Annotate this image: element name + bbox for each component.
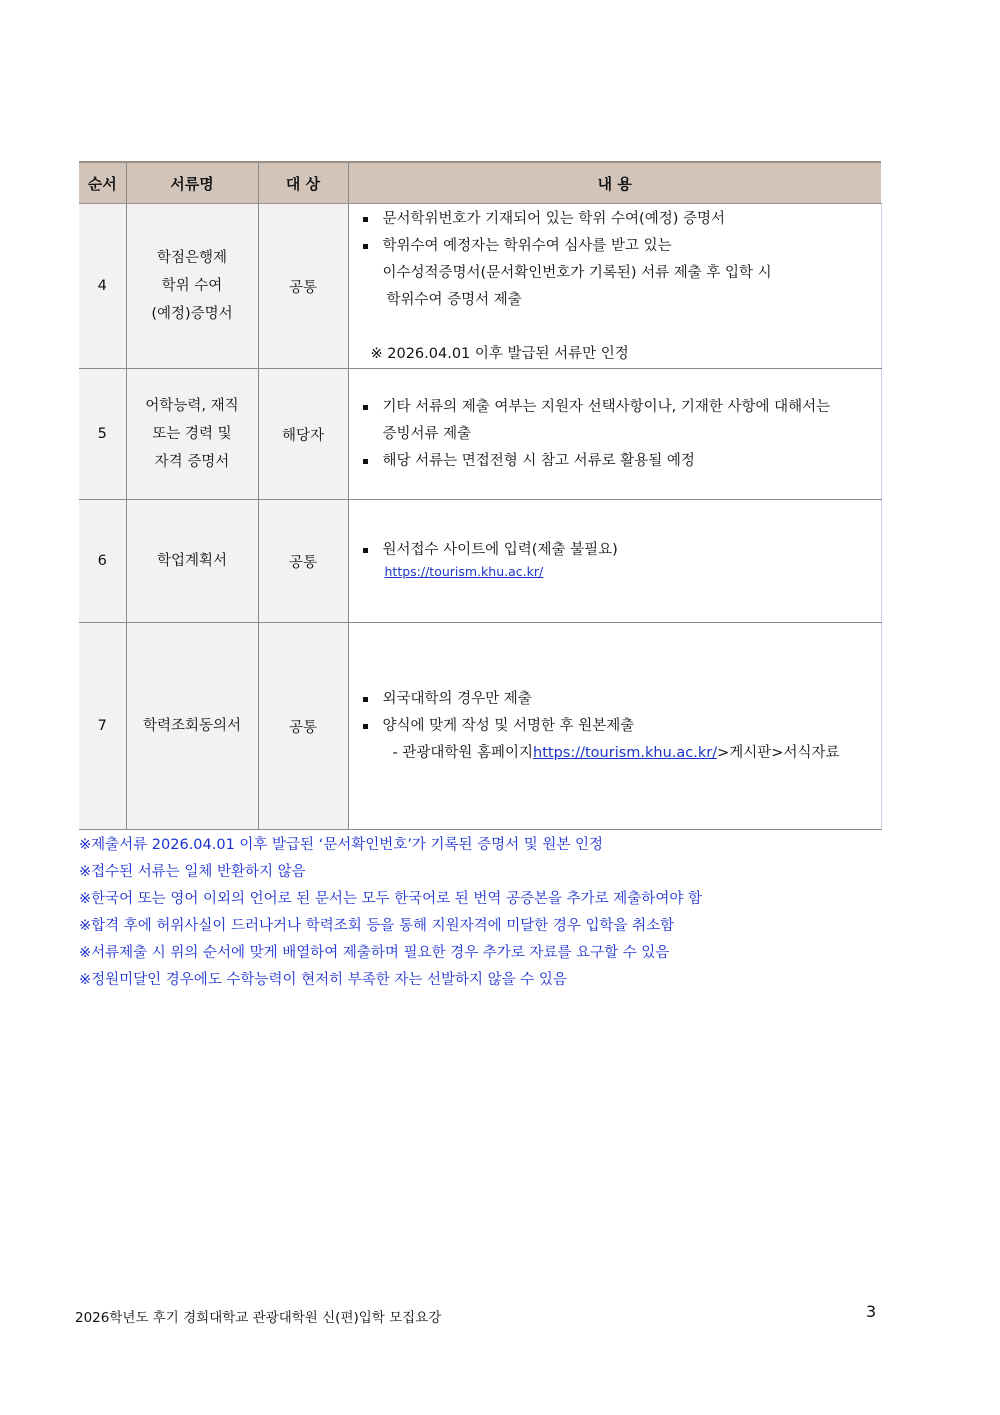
bullet-continuation: 이수성적증명서(문서확인번호가 기록된) 서류 제출 후 입학 시	[382, 265, 772, 281]
issue-date-note: ※ 2026.04.01 이후 발급된 서류만 인정	[370, 346, 629, 362]
bullet-item	[359, 448, 881, 475]
note-line: ※정원미달인 경우에도 수학능력이 현저히 부족한 자는 선발하지 않을 수 있음	[79, 972, 567, 988]
doc-name-line: 학위 수여	[161, 278, 223, 294]
bullet-item	[359, 394, 881, 421]
bullet-text: 해당 서류는 면접전형 시 참고 서류로 활용될 예정	[382, 452, 695, 469]
header-target: 대 상	[258, 162, 348, 204]
bullet-icon	[363, 217, 368, 222]
bullet-continuation: 증빙서류 제출	[382, 425, 472, 442]
note-line: ※접수된 서류는 일체 반환하지 않음	[79, 864, 306, 880]
bullet-text: 양식에 맞게 작성 및 서명한 후 원본제출	[382, 717, 635, 734]
row-target: 공통	[258, 500, 348, 623]
bullet-text: 원서접수 사이트에 입력(제출 불필요)	[382, 542, 618, 558]
documents-table	[79, 161, 882, 830]
bullet-icon	[363, 244, 368, 249]
bullet-icon	[363, 697, 368, 702]
bullet-icon	[363, 724, 368, 729]
table-row	[79, 369, 881, 500]
homepage-link[interactable]: https://tourism.khu.ac.kr/	[533, 744, 718, 761]
doc-name-line: (예정)증명서	[151, 306, 233, 322]
header-content: 내 용	[348, 162, 881, 204]
bullet-text: 학위수여 예정자는 학위수여 심사를 받고 있는	[382, 238, 672, 254]
link-line	[359, 561, 881, 583]
row-order: 6	[79, 500, 126, 623]
bullet-icon	[363, 405, 368, 410]
path-prefix: - 관광대학원 홈페이지	[392, 744, 534, 761]
doc-name-line: 자격 증명서	[154, 454, 230, 470]
bullet-text: 기타 서류의 제출 여부는 지원자 선택사항이나, 기재한 사항에 대해서는	[382, 398, 831, 415]
row-doc-name	[126, 369, 258, 500]
path-suffix: >게시판>서식자료	[717, 744, 840, 761]
note-line: ※한국어 또는 영어 이외의 언어로 된 문서는 모두 한국어로 된 번역 공증본을 추가로 제출하여야 함	[79, 891, 702, 907]
table-row	[79, 623, 881, 830]
row-content	[348, 500, 881, 623]
bullet-icon	[363, 459, 368, 464]
page-number: 3	[866, 1302, 877, 1321]
bullet-item	[359, 686, 881, 713]
row-order: 5	[79, 369, 126, 500]
doc-name-line: 학점은행제	[156, 250, 228, 266]
tourism-site-link[interactable]: https://tourism.khu.ac.kr/	[384, 564, 544, 579]
note-line: ※서류제출 시 위의 순서에 맞게 배열하여 제출하며 필요한 경우 추가로 자료를 요구할 수 있음	[79, 945, 670, 961]
row-order: 4	[79, 204, 126, 369]
notes-section	[79, 832, 979, 994]
row-order: 7	[79, 623, 126, 830]
header-doc-name: 서류명	[126, 162, 258, 204]
row-content	[348, 623, 881, 830]
row-content	[348, 204, 881, 369]
bullet-item	[359, 713, 881, 740]
homepage-path-line	[359, 740, 881, 767]
header-order: 순서	[79, 162, 126, 204]
bullet-item	[359, 206, 881, 233]
row-doc-name: 학력조회동의서	[126, 623, 258, 830]
doc-name-line: 또는 경력 및	[152, 426, 232, 442]
bullet-text: 문서학위번호가 기재되어 있는 학위 수여(예정) 증명서	[382, 211, 726, 227]
table-row	[79, 204, 881, 369]
row-doc-name	[126, 204, 258, 369]
note-line: ※제출서류 2026.04.01 이후 발급된 ‘문서확인번호’가 기록된 증명서 및 원본 인정	[79, 837, 604, 853]
row-target: 해당자	[258, 369, 348, 500]
bullet-item	[359, 233, 881, 260]
row-target: 공통	[258, 204, 348, 369]
row-content	[348, 369, 881, 500]
table-header-row	[79, 162, 881, 204]
row-doc-name: 학업계획서	[126, 500, 258, 623]
row-target: 공통	[258, 623, 348, 830]
doc-name-line: 어학능력, 재직	[145, 398, 239, 414]
bullet-text: 외국대학의 경우만 제출	[382, 690, 532, 707]
bullet-continuation: 학위수여 증명서 제출	[386, 292, 522, 308]
note-line: ※합격 후에 허위사실이 드러나거나 학력조회 등을 통해 지원자격에 미달한 경우 입학을 취소함	[79, 918, 675, 934]
table-row	[79, 500, 881, 623]
footer-title: 2026학년도 후기 경희대학교 관광대학원 신(편)입학 모집요강	[75, 1310, 442, 1326]
bullet-item	[359, 539, 881, 561]
bullet-icon	[363, 548, 368, 553]
